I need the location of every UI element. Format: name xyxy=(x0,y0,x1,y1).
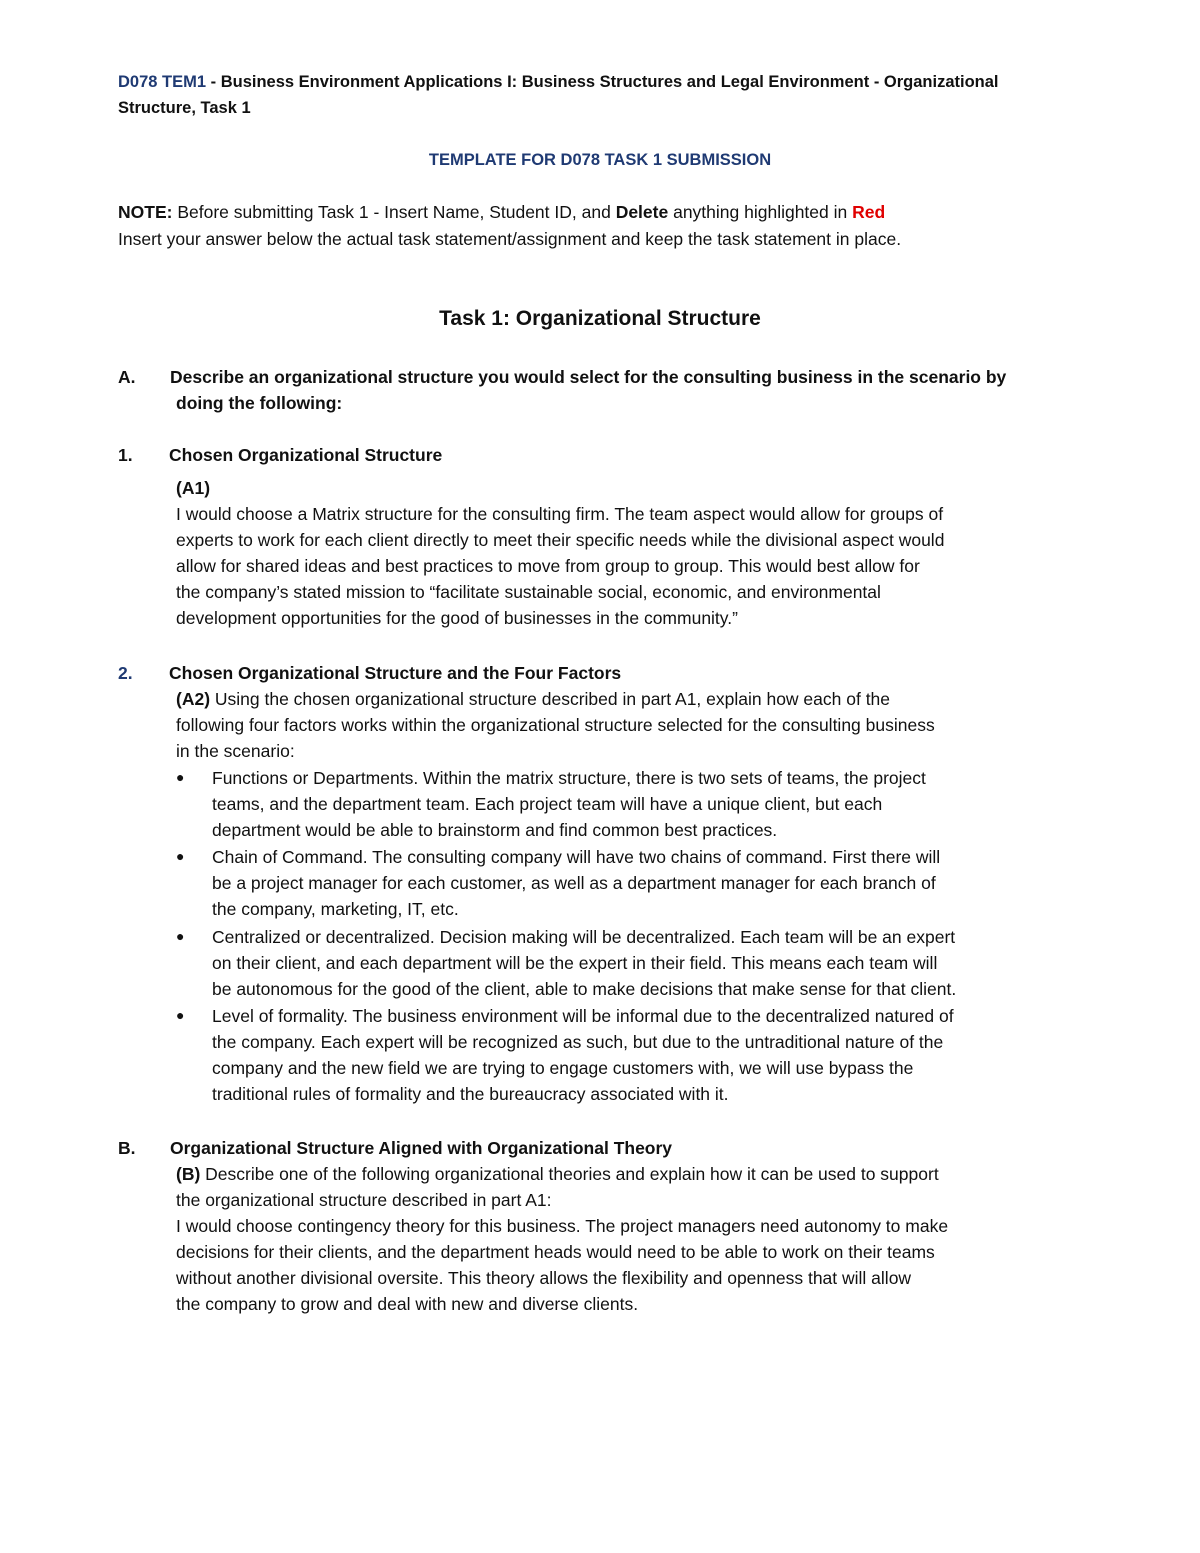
item1-answer-line: I would choose a Matrix structure for the consulting firm. The team aspect would allow for groups of xyxy=(176,504,944,524)
item2-tag: (A2) xyxy=(176,689,211,709)
section-b-intro-first: Describe one of the following organizational theories and explain how it can be used to support xyxy=(200,1164,939,1184)
item2-intro-line-1 xyxy=(176,688,890,710)
header-title-line2: Structure, Task 1 xyxy=(118,99,251,117)
section-a-line-2: doing the following: xyxy=(176,393,343,413)
item1-heading: Chosen Organizational Structure xyxy=(169,445,443,465)
item2-intro-line: in the scenario: xyxy=(176,741,295,761)
item1-answer-line: experts to work for each client directly to meet their specific needs while the divisional aspect would xyxy=(176,530,945,550)
note-text-b: anything highlighted in xyxy=(668,202,853,222)
section-b-answer-line: decisions for their clients, and the department heads would need to be able to work on their teams xyxy=(176,1242,935,1262)
section-b-answer-line: I would choose contingency theory for this business. The project managers need autonomy to make xyxy=(176,1216,949,1236)
section-b-tag: (B) xyxy=(176,1164,201,1184)
item2-intro-line: following four factors works within the organizational structure selected for the consulting business xyxy=(176,715,935,735)
bullet-4-line: company and the new field we are trying to engage customers with, we will use bypass the xyxy=(212,1058,914,1078)
bullet-2-line: the company, marketing, IT, etc. xyxy=(212,899,459,919)
course-code: D078 TEM1 xyxy=(118,73,207,91)
bullet-4-line: the company. Each expert will be recognized as such, but due to the untraditional nature of the xyxy=(212,1032,944,1052)
note-label: NOTE: xyxy=(118,202,173,222)
section-b-answer-line: the company to grow and deal with new and diverse clients. xyxy=(176,1294,639,1314)
note-delete-word: Delete xyxy=(615,202,669,222)
section-a-line-1: Describe an organizational structure you would select for the consulting business in the scenario by xyxy=(170,367,1007,387)
section-b-intro-line-1 xyxy=(176,1163,939,1185)
item1-answer-line: allow for shared ideas and best practices to move from group to group. This would best allow for xyxy=(176,556,920,576)
item2-heading: Chosen Organizational Structure and the Four Factors xyxy=(169,663,622,683)
bullet-dot-icon: ● xyxy=(176,848,185,864)
bullet-1-line: teams, and the department team. Each project team will have a unique client, but each xyxy=(212,794,883,814)
bullet-2-line: Chain of Command. The consulting company will have two chains of command. First there will xyxy=(212,847,941,867)
item1-answer-line: the company’s stated mission to “facilitate sustainable social, economic, and environmental xyxy=(176,582,881,602)
item1-number: 1. xyxy=(118,445,133,465)
section-b-intro-line-2: the organizational structure described in part A1: xyxy=(176,1190,552,1210)
item1-answer-line: development opportunities for the good of businesses in the community.” xyxy=(176,608,738,628)
item1-tag: (A1) xyxy=(176,478,211,498)
header-title: - Business Environment Applications I: Business Structures and Legal Environment - Organizational xyxy=(206,73,999,91)
bullet-3-line: Centralized or decentralized. Decision making will be decentralized. Each team will be an expert xyxy=(212,927,956,947)
note-text-a: Before submitting Task 1 - Insert Name, Student ID, and xyxy=(172,202,616,222)
bullet-3-line: be autonomous for the good of the client, able to make decisions that make sense for that client. xyxy=(212,979,957,999)
section-b-letter: B. xyxy=(118,1138,136,1158)
bullet-4-line: traditional rules of formality and the bureaucracy associated with it. xyxy=(212,1084,729,1104)
bullet-dot-icon: ● xyxy=(176,1007,185,1023)
section-a-letter: A. xyxy=(118,367,136,387)
item2-intro-first: Using the chosen organizational structure described in part A1, explain how each of the xyxy=(210,689,891,709)
section-b-answer-line: without another divisional oversite. This theory allows the flexibility and openness that will allow xyxy=(176,1268,912,1288)
bullet-1-line: department would be able to brainstorm and find common best practices. xyxy=(212,820,778,840)
section-b-heading: Organizational Structure Aligned with Organizational Theory xyxy=(170,1138,673,1158)
bullet-dot-icon: ● xyxy=(176,928,185,944)
document-header xyxy=(118,71,999,93)
bullet-1-line: Functions or Departments. Within the matrix structure, there is two sets of teams, the project xyxy=(212,768,926,788)
note-line-1 xyxy=(118,201,885,223)
bullet-2-line: be a project manager for each customer, as well as a department manager for each branch of xyxy=(212,873,936,893)
note-red-word: Red xyxy=(852,202,886,222)
item2-number: 2. xyxy=(118,663,133,683)
task-title: Task 1: Organizational Structure xyxy=(439,307,761,330)
template-title: TEMPLATE FOR D078 TASK 1 SUBMISSION xyxy=(428,151,772,169)
bullet-3-line: on their client, and each department will be the expert in their field. This means each team will xyxy=(212,953,938,973)
bullet-4-line: Level of formality. The business environment will be informal due to the decentralized natured of xyxy=(212,1006,954,1026)
bullet-dot-icon: ● xyxy=(176,769,185,785)
note-line-2: Insert your answer below the actual task statement/assignment and keep the task statement in place. xyxy=(118,229,902,249)
